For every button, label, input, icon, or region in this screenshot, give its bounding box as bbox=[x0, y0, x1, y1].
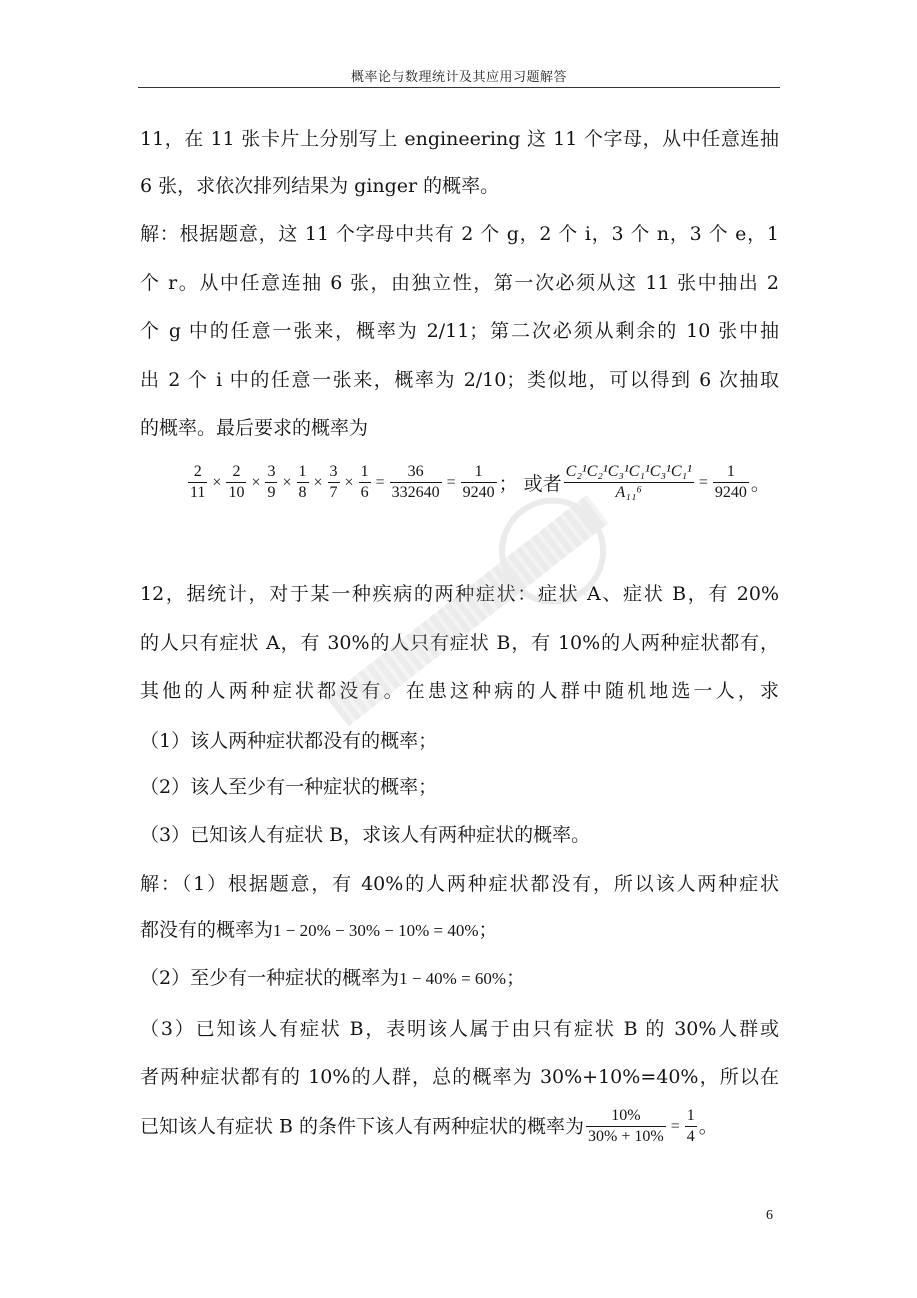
fraction: $\frac{3}{7}$ bbox=[329, 463, 338, 501]
problem11-line-3: 解：根据题意，这 11 个字母中共有 2 个 g，2 个 i，3 个 n，3 个 e，1 bbox=[140, 223, 779, 245]
problem12-line-7: 解：（1）根据题意，有 40%的人两种症状都没有，所以该人两种症状 bbox=[140, 873, 779, 895]
running-header: 概率论与数理统计及其应用习题解答 bbox=[350, 70, 567, 85]
percent-formula: 1 − 20% − 30% − 10% = 40% bbox=[273, 921, 479, 940]
fraction: $\frac{1}{8}$ bbox=[298, 463, 307, 501]
fraction: $\frac{2}{10}$ bbox=[228, 463, 245, 501]
fraction: $\frac{10\%}{30\% + 10\%}$ bbox=[588, 1107, 664, 1145]
probability-formula: $\frac{2}{11}$ × $\frac{2}{10}$ × $\frac{3}{9}$ × $\frac{1}{8}$ × $\frac{3}{7}$ × $\frac{1}{6}$ = $\frac{36}{332640}$ = $\frac{1}{9240}$ ； 或者 $\frac{\text{C₂¹C₂¹C₃¹C₁¹C₃¹C₁¹}}{\text{A₁₁⁶}}$ = $\frac{1}{9240}$ 。 bbox=[190, 463, 770, 501]
problem11-line-2: 6 张，求依次排列结果为 ginger 的概率。 bbox=[140, 175, 500, 197]
problem12-line-9: （2）至少有一种症状的概率为1 − 40% = 60%； bbox=[140, 967, 526, 989]
page-number: 6 bbox=[766, 1208, 773, 1223]
problem11-line-1: 11，在 11 张卡片上分别写上 engineering 这 11 个字母，从中任意连抽 bbox=[140, 128, 779, 150]
problem12-line-4: （1）该人两种症状都没有的概率； bbox=[140, 730, 438, 752]
fraction: $\frac{1}{6}$ bbox=[360, 463, 369, 501]
separator: ； bbox=[498, 474, 518, 495]
problem12-line-5: （2）该人至少有一种症状的概率； bbox=[140, 776, 438, 798]
problem11-line-5: 个 g 中的任意一张来，概率为 2/11；第二次必须从剩余的 10 张中抽 bbox=[140, 320, 779, 342]
fraction: $\frac{3}{9}$ bbox=[267, 463, 276, 501]
problem11-line-7: 的概率。最后要求的概率为 bbox=[140, 417, 369, 439]
problem12-line-6: （3）已知该人有症状 B，求该人有两种症状的概率。 bbox=[140, 824, 591, 846]
problem11-line-6: 出 2 个 i 中的任意一张来，概率为 2/10；类似地，可以得到 6 次抽取 bbox=[140, 369, 779, 391]
problem12-line-8: 都没有的概率为1 − 20% − 30% − 10% = 40%； bbox=[140, 919, 498, 941]
percent-formula: 1 − 40% = 60% bbox=[399, 969, 507, 988]
fraction: $\frac{1}{9240}$ bbox=[462, 463, 495, 501]
problem11-line-4: 个 r。从中任意连抽 6 张，由独立性，第一次必须从这 11 张中抽出 2 bbox=[140, 272, 779, 294]
problem12-line-3: 其他的人两种症状都没有。在患这种病的人群中随机地选一人，求 bbox=[140, 680, 779, 702]
fraction: $\frac{1}{4}$ bbox=[686, 1107, 695, 1145]
problem12-line-10: （3）已知该人有症状 B，表明该人属于由只有症状 B 的 30%人群或 bbox=[140, 1018, 779, 1040]
problem12-line-11: 者两种症状都有的 10%的人群，总的概率为 30%+10%=40%，所以在 bbox=[140, 1066, 779, 1088]
problem12-line-12: 已知该人有症状 B 的条件下该人有两种症状的概率为 $\frac{10\%}{30\% + 10\%}$ = $\frac{1}{4}$ 。 bbox=[140, 1107, 718, 1145]
problem12-line-2: 的人只有症状 A，有 30%的人只有症状 B，有 10%的人两种症状都有， bbox=[140, 632, 779, 654]
combination-fraction: $\frac{\text{C₂¹C₂¹C₃¹C₁¹C₃¹C₁¹}}{\text{A₁₁⁶}}$ bbox=[565, 463, 692, 501]
problem12-line-1: 12，据统计，对于某一种疾病的两种症状：症状 A、症状 B，有 20% bbox=[140, 583, 779, 605]
header-rule bbox=[138, 87, 780, 88]
fraction: $\frac{1}{9240}$ bbox=[714, 463, 747, 501]
fraction: $\frac{2}{11}$ bbox=[190, 463, 206, 501]
or-text: 或者 bbox=[523, 474, 562, 495]
fraction: $\frac{36}{332640}$ bbox=[391, 463, 440, 501]
